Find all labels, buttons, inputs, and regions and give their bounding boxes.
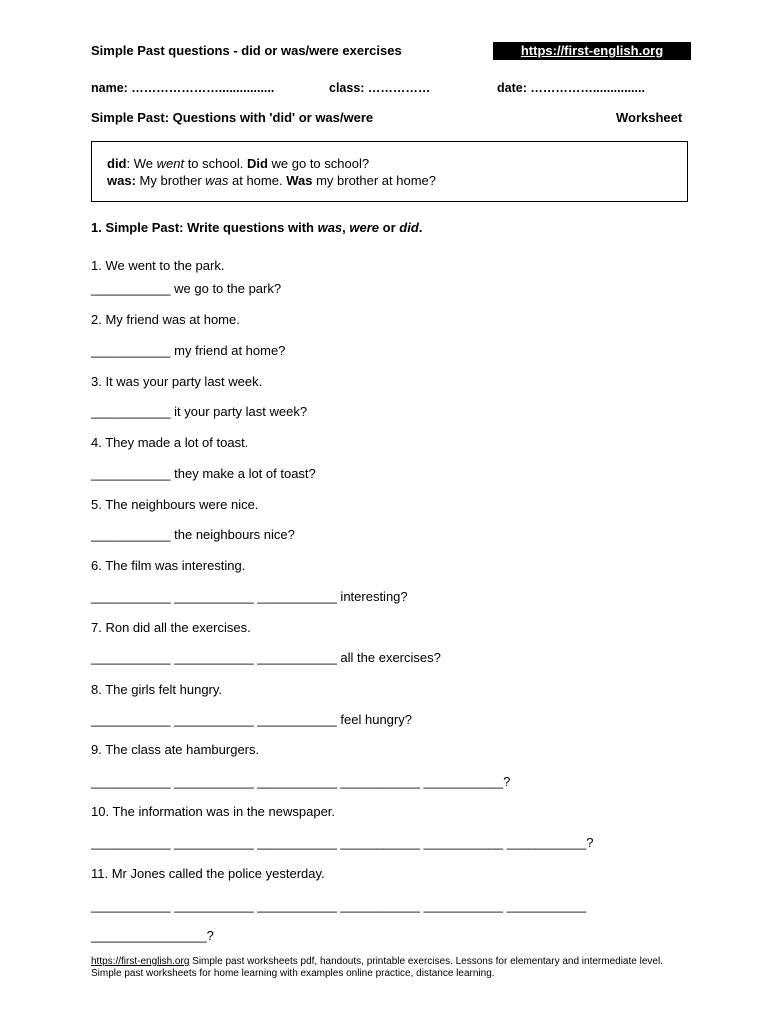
example-text: we go to school? bbox=[267, 156, 370, 171]
example-line-was bbox=[107, 173, 436, 188]
footer-text: Simple past worksheets pdf, handouts, printable exercises. Lessons for elementary and intermediate level. Simple past worksheets for home learning with examples online practice, distance learning. bbox=[91, 956, 663, 979]
example-verb: was bbox=[205, 173, 229, 188]
footer-link[interactable]: https://first-english.org bbox=[91, 956, 190, 967]
example-question-keyword: Was bbox=[286, 173, 313, 188]
question-prompt: 8. The girls felt hungry. bbox=[91, 682, 223, 697]
example-verb: went bbox=[156, 156, 185, 171]
question-answer-line[interactable]: ___________ the neighbours nice? bbox=[91, 527, 295, 542]
exercise-title-text: or bbox=[379, 220, 400, 235]
site-url-link[interactable]: https://first-english.org bbox=[520, 43, 664, 58]
question-answer-line[interactable]: ___________ ___________ ___________ interesting? bbox=[91, 589, 408, 604]
question-answer-line[interactable]: ___________ it your party last week? bbox=[91, 404, 308, 419]
question-answer-line[interactable]: ___________ we go to the park? bbox=[91, 281, 282, 296]
question-prompt: 7. Ron did all the exercises. bbox=[91, 620, 251, 635]
question-answer-line[interactable]: ___________ ___________ ___________ ___________ ___________ ___________ bbox=[91, 898, 587, 913]
question-prompt: 11. Mr Jones called the police yesterday. bbox=[91, 866, 325, 881]
question-answer-line[interactable]: ___________ they make a lot of toast? bbox=[91, 466, 316, 481]
footer-note bbox=[91, 956, 691, 980]
question-answer-line[interactable]: ___________ ___________ ___________ feel hungry? bbox=[91, 712, 412, 727]
example-keyword: was: bbox=[107, 173, 136, 188]
example-line-did bbox=[107, 156, 369, 171]
example-text: to school. bbox=[184, 156, 247, 171]
worksheet-label: Worksheet bbox=[616, 110, 683, 125]
exercise-title-text: . bbox=[418, 220, 423, 235]
name-field: name: …………………................ bbox=[91, 81, 275, 95]
question-answer-line[interactable]: ___________ ___________ ___________ ___________ ___________ ___________? bbox=[91, 835, 594, 850]
example-box bbox=[91, 141, 688, 202]
question-answer-line[interactable]: ___________ ___________ ___________ ___________ ___________? bbox=[91, 774, 511, 789]
example-question-keyword: Did bbox=[246, 156, 268, 171]
example-keyword: did bbox=[107, 156, 127, 171]
exercise-word: did bbox=[399, 220, 419, 235]
question-answer-line-continued[interactable]: ________________? bbox=[91, 928, 214, 943]
class-field: class: …………… bbox=[329, 81, 431, 95]
worksheet-title: Simple Past questions - did or was/were exercises bbox=[91, 43, 402, 58]
question-answer-line[interactable]: ___________ ___________ ___________ all the exercises? bbox=[91, 650, 441, 665]
exercise-word: was bbox=[317, 220, 343, 235]
question-prompt: 2. My friend was at home. bbox=[91, 312, 240, 327]
question-answer-line[interactable]: ___________ my friend at home? bbox=[91, 343, 286, 358]
question-prompt: 9. The class ate hamburgers. bbox=[91, 742, 260, 757]
example-text: : We bbox=[126, 156, 157, 171]
exercise-title-text: , bbox=[342, 220, 350, 235]
question-prompt: 1. We went to the park. bbox=[91, 258, 225, 273]
question-prompt: 5. The neighbours were nice. bbox=[91, 497, 259, 512]
site-url-badge[interactable] bbox=[493, 42, 691, 60]
exercise-title bbox=[91, 220, 422, 235]
question-prompt: 3. It was your party last week. bbox=[91, 374, 263, 389]
exercise-word: were bbox=[349, 220, 380, 235]
question-prompt: 10. The information was in the newspaper. bbox=[91, 804, 336, 819]
section-heading: Simple Past: Questions with 'did' or was/were bbox=[91, 110, 374, 125]
question-prompt: 4. They made a lot of toast. bbox=[91, 435, 249, 450]
example-text: at home. bbox=[228, 173, 287, 188]
question-prompt: 6. The film was interesting. bbox=[91, 558, 246, 573]
date-field: date: ……………............... bbox=[497, 81, 645, 95]
example-text: My brother bbox=[135, 173, 206, 188]
exercise-title-text: 1. Simple Past: Write questions with bbox=[91, 220, 318, 235]
example-text: my brother at home? bbox=[312, 173, 437, 188]
